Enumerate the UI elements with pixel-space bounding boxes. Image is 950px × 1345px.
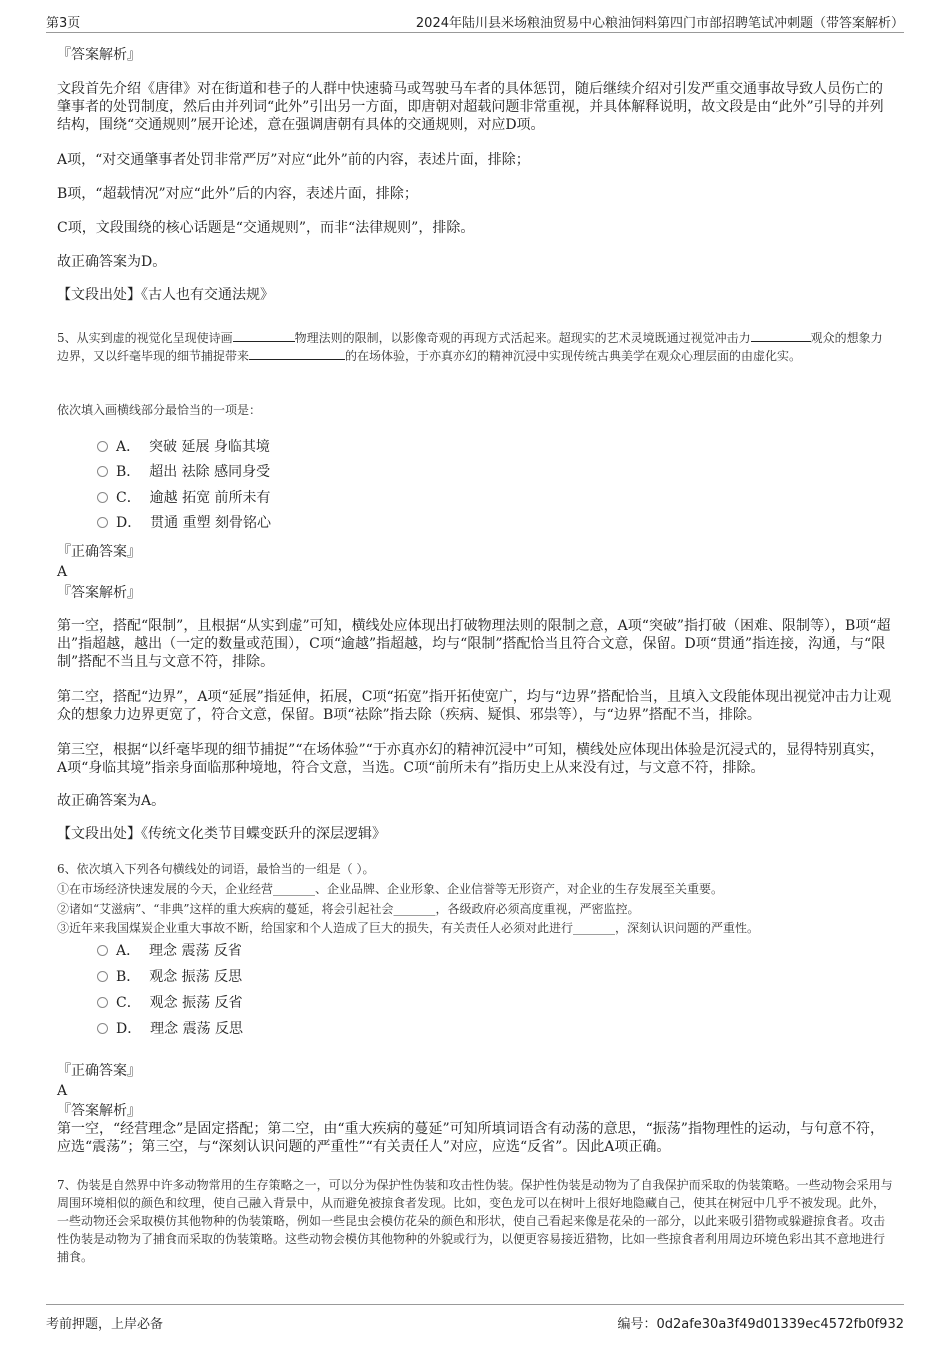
q5-option-c[interactable] [97,488,271,508]
q5-answer-heading: 『正确答案』 [57,544,141,560]
q6-option-letter: B． [116,969,141,985]
q5-analysis-paragraph-2: 第二空，搭配“边界”，A项“延展”指延伸，拓展，C项“拓宽”指开拓使宽广，均与“边界”搭配恰当，且填入文段能体现出视觉冲击力让观众的想象力边界更宽了，符合文意，保留。B项“祛除”指去除（疾病、疑惧、邪祟等），与“边界”搭配不当，排除。 [57,689,892,723]
q6-option-letter: A． [116,943,141,959]
q5-analysis-paragraph-1: 第一空，搭配“限制”，且根据“从实到虚”可知，横线处应体现出打破物理法则的限制之意，A项“突破”指打破（困难、限制等），B项“超出”指超越，越出（一定的数量或范围），C项“逾越”指超越，均与“限制”搭配恰当且符合文意，保留。D项“贯通”指连接，沟通，与“限制”搭配不当且与文意不符，排除。 [57,618,891,670]
q6-answer-heading: 『正确答案』 [57,1063,141,1079]
q6-sentence-3: ③近年来我国煤炭企业重大事故不断，给国家和个人造成了巨大的损失，有关责任人必须对此进行_______，深刻认识问题的严重性。 [57,921,760,935]
q5-analysis-paragraph-3: 第三空，根据“以纤毫毕现的细节捕捉”“在场体验”“于亦真亦幻的精神沉浸中”可知，横线处应体现出体验是沉浸式的，显得特别真实，A项“身临其境”指亲身面临那种境地，符合文意，当选。C项“前所未有”指历史上从来没有过，与文意不符，排除。 [57,742,884,776]
q6-option-d[interactable] [97,1019,243,1039]
radio-icon[interactable] [97,971,108,982]
q5-blank-1 [233,329,295,342]
q6-analysis: 第一空，“经营理念”是固定搭配；第二空，由“重大疾病的蔓延”可知所填词语含有动荡的意思，“振荡”指物理性的运动，与句意不符，应选“震荡”；第三空，与“深刻认识问题的严重性”“有关责任人”对应，应选“反省”。因此A项正确。 [57,1121,884,1155]
radio-icon[interactable] [97,945,108,956]
q5-option-a[interactable] [97,437,270,457]
q5-option-text: 超出 祛除 感同身受 [149,464,271,480]
q5-conclusion: 故正确答案为A。 [57,793,166,809]
q5-source: 【文段出处】《传统文化类节目蝶变跃升的深层逻辑》 [57,826,386,842]
q5-option-text: 逾越 拓宽 前所未有 [149,490,271,506]
q5-answer: A [57,564,68,580]
q5-stem-part1: 5、从实到虚的视觉化呈现使诗画 [57,331,233,345]
q6-sentence-2: ②诸如“艾滋病”、“非典”这样的重大疾病的蔓延，将会引起社会_______，各级政府必须高度重视，严密监控。 [57,902,640,916]
q6-option-text: 观念 振荡 反思 [149,969,243,985]
q6-option-text: 观念 振荡 反省 [149,995,243,1011]
q6-analysis-heading: 『答案解析』 [57,1103,141,1119]
q6-option-c[interactable] [97,993,243,1013]
radio-icon[interactable] [97,1023,108,1034]
q5-stem-part3: 观众的想象力边界，又以纤毫毕现的细节捕捉带来 [57,331,883,363]
radio-icon[interactable] [97,466,108,477]
q5-option-b[interactable] [97,462,270,482]
q5-prompt: 依次填入画横线部分最恰当的一项是： [57,403,262,417]
q6-option-text: 理念 震荡 反省 [149,943,242,959]
radio-icon[interactable] [97,492,108,503]
q4-analysis-heading: 『答案解析』 [57,47,141,63]
q5-stem-part2: 物理法则的限制，以影像奇观的再现方式活起来。超现实的艺术灵境既通过视觉冲击力 [294,331,751,345]
q5-option-letter: A． [116,439,141,455]
q4-analysis-option-b: B项，“超载情况”对应“此外”后的内容，表述片面，排除； [57,186,418,202]
page-header [46,10,904,33]
q5-option-d[interactable] [97,513,271,533]
q4-analysis-paragraph: 文段首先介绍《唐律》对在街道和巷子的人群中快速骑马或驾驶马车者的具体惩罚，随后继续介绍对引发严重交通事故导致人员伤亡的肇事者的处罚制度，然后由并列词“此外”引出另一方面，即唐朝对超载问题非常重视，并具体解释说明，故文段是由“此外”引导的并列结构，围绕“交通规则”展开论述，意在强调唐朝有具体的交通规则，对应D项。 [57,81,884,133]
q6-sentence-1: ①在市场经济快速发展的今天，企业经营_______、企业品牌、企业形象、企业信誉等无形资产，对企业的生存发展至关重要。 [57,882,724,896]
q6-option-letter: D． [116,1021,142,1037]
footer-slogan: 考前押题，上岸必备 [46,1317,164,1332]
q6-option-a[interactable] [97,941,242,961]
page-number: 第3页 [46,16,81,31]
q4-analysis-option-c: C项，文段围绕的核心话题是“交通规则”，而非“法律规则”，排除。 [57,220,475,236]
radio-icon[interactable] [97,441,108,452]
q5-option-text: 贯通 重塑 刻骨铭心 [150,515,272,531]
q7-stem: 7、伪装是自然界中许多动物常用的生存策略之一，可以分为保护性伪装和攻击性伪装。保护性伪装是动物为了自我保护而采取的伪装策略。一些动物会采用与周围环境相似的颜色和纹理，使自己融入背景中，从而避免被掠食者发现。比如，变色龙可以在树叶上很好地隐藏自己，使其在树冠中几乎不被发现。此外，一些动物还会采取模仿其他物种的伪装策略，例如一些昆虫会模仿花朵的颜色和形状，使自己看起来像是花朵的一部分，以此来吸引猎物或躲避掠食者。攻击性伪装是动物为了捕食而采取的伪装策略。这些动物会模仿其他物种的外貌或行为，以便更容易接近猎物，比如一些掠食者利用周边环境色彩出其不意地进行捕食。 [57,1178,893,1264]
q4-conclusion: 故正确答案为D。 [57,254,167,270]
radio-icon[interactable] [97,517,108,528]
q6-answer: A [57,1083,68,1099]
q5-blank-2 [751,329,811,342]
q6-option-text: 理念 震荡 反思 [150,1021,244,1037]
q5-option-letter: D． [116,515,142,531]
q5-option-letter: C． [116,490,141,506]
q5-analysis-heading: 『答案解析』 [57,585,141,601]
q6-stem: 6、依次填入下列各句横线处的词语，最恰当的一组是（ ）。 [57,862,375,876]
q5-stem-part4: 的在场体验，于亦真亦幻的精神沉浸中实现传统古典美学在观众心理层面的由虚化实。 [345,349,802,363]
q4-analysis-option-a: A项，“对交通肇事者处罚非常严厉”对应“此外”前的内容，表述片面，排除； [57,152,530,168]
document-title: 2024年陆川县米场粮油贸易中心粮油饲料第四门市部招聘笔试冲刺题（带答案解析） [415,16,904,31]
q4-source: 【文段出处】《古人也有交通法规》 [57,287,274,303]
q5-option-text: 突破 延展 身临其境 [149,439,270,455]
q5-blank-3 [249,347,345,360]
page-footer [46,1304,904,1332]
document-id: 编号：0d2afe30a3f49d01339ec4572fb0f932 [617,1317,904,1332]
q5-stem [57,329,893,365]
q6-option-letter: C． [116,995,141,1011]
radio-icon[interactable] [97,997,108,1008]
q6-option-b[interactable] [97,967,242,987]
q5-option-letter: B． [116,464,141,480]
